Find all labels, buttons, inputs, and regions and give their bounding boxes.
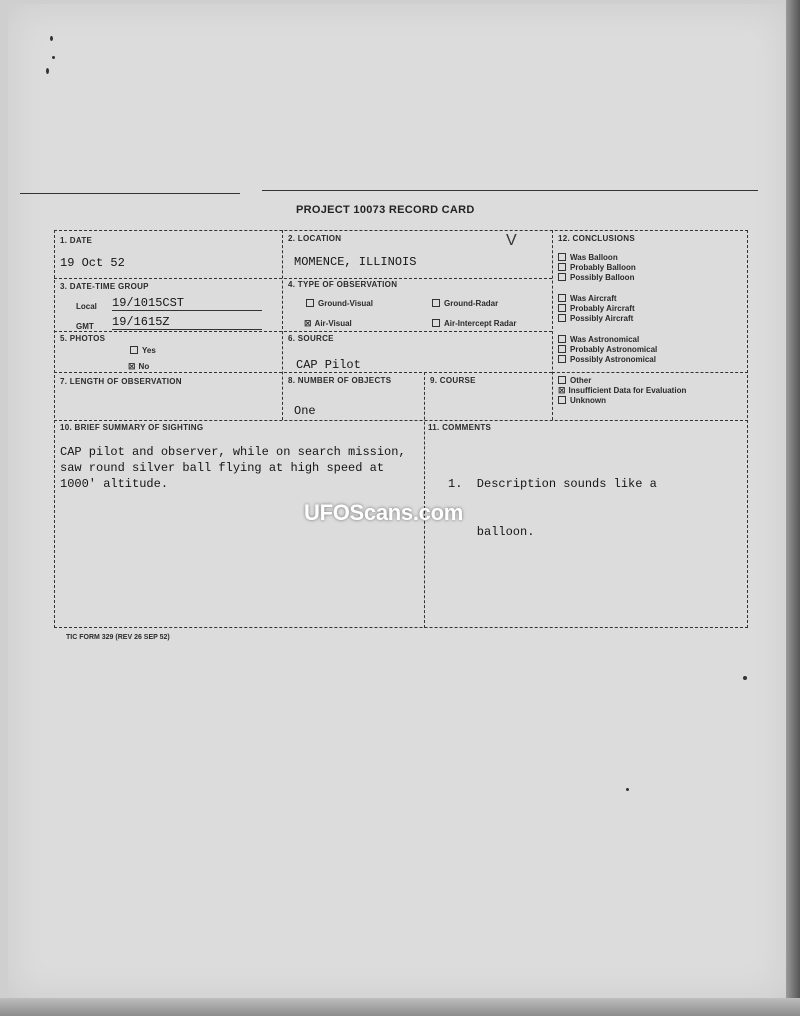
location-label: 2. LOCATION xyxy=(288,234,342,243)
comment-line: 1. Description sounds like a xyxy=(448,477,657,491)
conclusions-group-astronomical xyxy=(558,335,657,365)
local-time-value: 19/1015CST xyxy=(112,296,262,311)
scan-bottom-edge xyxy=(0,998,800,1016)
option-text: Probably Aircraft xyxy=(570,304,635,313)
conclusions-group-aircraft xyxy=(558,294,635,324)
type-observation-label: 4. TYPE OF OBSERVATION xyxy=(288,280,398,289)
option-text: Possibly Aircraft xyxy=(570,314,634,323)
checkbox-icon xyxy=(558,345,566,353)
check-mark: V xyxy=(506,232,517,249)
conclusions-group-balloon xyxy=(558,253,636,283)
conclusion-option xyxy=(558,294,635,304)
photos-no xyxy=(128,362,149,372)
checked-box-icon: ⊠ xyxy=(304,319,312,329)
grid-line xyxy=(54,420,748,421)
summary-label: 10. BRIEF SUMMARY OF SIGHTING xyxy=(60,423,204,432)
watermark: UFOScans.com xyxy=(304,500,464,525)
dtg-label: 3. DATE-TIME GROUP xyxy=(60,282,149,291)
grid-line xyxy=(552,230,553,420)
conclusion-option xyxy=(558,253,636,263)
option-text: Possibly Balloon xyxy=(570,273,635,282)
grid-line xyxy=(54,331,552,332)
card-title: PROJECT 10073 RECORD CARD xyxy=(296,204,475,216)
form-number: TIC FORM 329 (REV 26 SEP 52) xyxy=(66,634,170,641)
checkbox-icon xyxy=(306,299,314,307)
checked-box-icon: ⊠ xyxy=(128,362,136,372)
speck xyxy=(46,68,49,74)
conclusion-option xyxy=(558,335,657,345)
checkbox-icon xyxy=(130,346,138,354)
option-ground-visual xyxy=(306,299,373,308)
option-text: Was Astronomical xyxy=(570,335,640,344)
conclusion-option xyxy=(558,273,636,283)
conclusions-group-other xyxy=(558,376,686,406)
num-objects-label: 8. NUMBER OF OBJECTS xyxy=(288,376,392,385)
length-label: 7. LENGTH OF OBSERVATION xyxy=(60,377,182,386)
option-text: Other xyxy=(570,376,592,385)
photos-yes xyxy=(130,346,156,355)
option-text: Probably Astronomical xyxy=(570,345,658,354)
conclusion-option xyxy=(558,345,657,355)
scan-edge xyxy=(786,0,800,1016)
grid-line xyxy=(54,278,552,279)
comment-line: balloon. xyxy=(448,525,535,539)
option-text: Possibly Astronomical xyxy=(570,355,656,364)
option-text: Insufficient Data for Evaluation xyxy=(568,386,687,395)
comments-label: 11. COMMENTS xyxy=(428,423,492,432)
speck xyxy=(50,36,53,41)
option-text: Unknown xyxy=(570,396,606,405)
speck xyxy=(626,788,629,791)
checkbox-icon xyxy=(558,396,566,404)
checkbox-icon xyxy=(558,263,566,271)
photos-label: 5. PHOTOS xyxy=(60,334,106,343)
checkbox-icon xyxy=(558,304,566,312)
checkbox-icon xyxy=(432,319,440,327)
checkbox-icon xyxy=(558,253,566,261)
torn-top-line xyxy=(262,190,758,191)
option-air-intercept-radar xyxy=(432,319,516,328)
option-text: Air-Intercept Radar xyxy=(444,319,517,328)
option-text: Ground-Radar xyxy=(444,299,499,308)
conclusion-option xyxy=(558,376,686,386)
checkbox-icon xyxy=(558,314,566,322)
conclusion-option xyxy=(558,314,635,324)
checkbox-icon xyxy=(558,273,566,281)
option-text: Air-Visual xyxy=(314,319,352,328)
checked-box-icon: ⊠ xyxy=(558,386,566,396)
grid-line xyxy=(54,372,552,373)
conclusion-option-selected xyxy=(558,386,686,396)
date-label: 1. DATE xyxy=(60,236,93,245)
date-value: 19 Oct 52 xyxy=(60,256,125,270)
local-label: Local xyxy=(76,302,97,311)
option-text: No xyxy=(138,362,150,371)
option-text: Probably Balloon xyxy=(570,263,636,272)
speck xyxy=(743,676,747,680)
conclusion-option xyxy=(558,355,657,365)
grid-line xyxy=(282,230,283,420)
summary-line: saw round silver ball flying at high speed at xyxy=(60,461,385,475)
option-text: Was Aircraft xyxy=(570,294,617,303)
conclusion-option xyxy=(558,304,635,314)
option-text: Yes xyxy=(142,346,156,355)
option-text: Was Balloon xyxy=(570,253,618,262)
option-ground-radar xyxy=(432,299,498,308)
option-air-visual xyxy=(304,319,352,329)
conclusion-option xyxy=(558,396,686,406)
checkbox-icon xyxy=(558,335,566,343)
gmt-label: GMT xyxy=(76,322,94,331)
source-label: 6. SOURCE xyxy=(288,334,334,343)
location-value: MOMENCE, ILLINOIS xyxy=(294,255,417,269)
course-label: 9. COURSE xyxy=(430,376,476,385)
speck xyxy=(52,56,55,59)
summary-line: CAP pilot and observer, while on search mission, xyxy=(60,445,406,459)
gmt-time-value: 19/1615Z xyxy=(112,315,262,330)
num-objects-value: One xyxy=(294,404,316,418)
checkbox-icon xyxy=(558,294,566,302)
comments-text xyxy=(448,444,657,556)
conclusion-option xyxy=(558,263,636,273)
checkbox-icon xyxy=(558,355,566,363)
grid-line xyxy=(552,372,748,373)
conclusions-label: 12. CONCLUSIONS xyxy=(558,234,635,243)
option-text: Ground-Visual xyxy=(318,299,373,308)
source-value: CAP Pilot xyxy=(296,358,361,372)
summary-text xyxy=(60,444,406,492)
torn-top-line xyxy=(20,193,240,194)
checkbox-icon xyxy=(432,299,440,307)
summary-line: 1000' altitude. xyxy=(60,477,169,491)
checkbox-icon xyxy=(558,376,566,384)
